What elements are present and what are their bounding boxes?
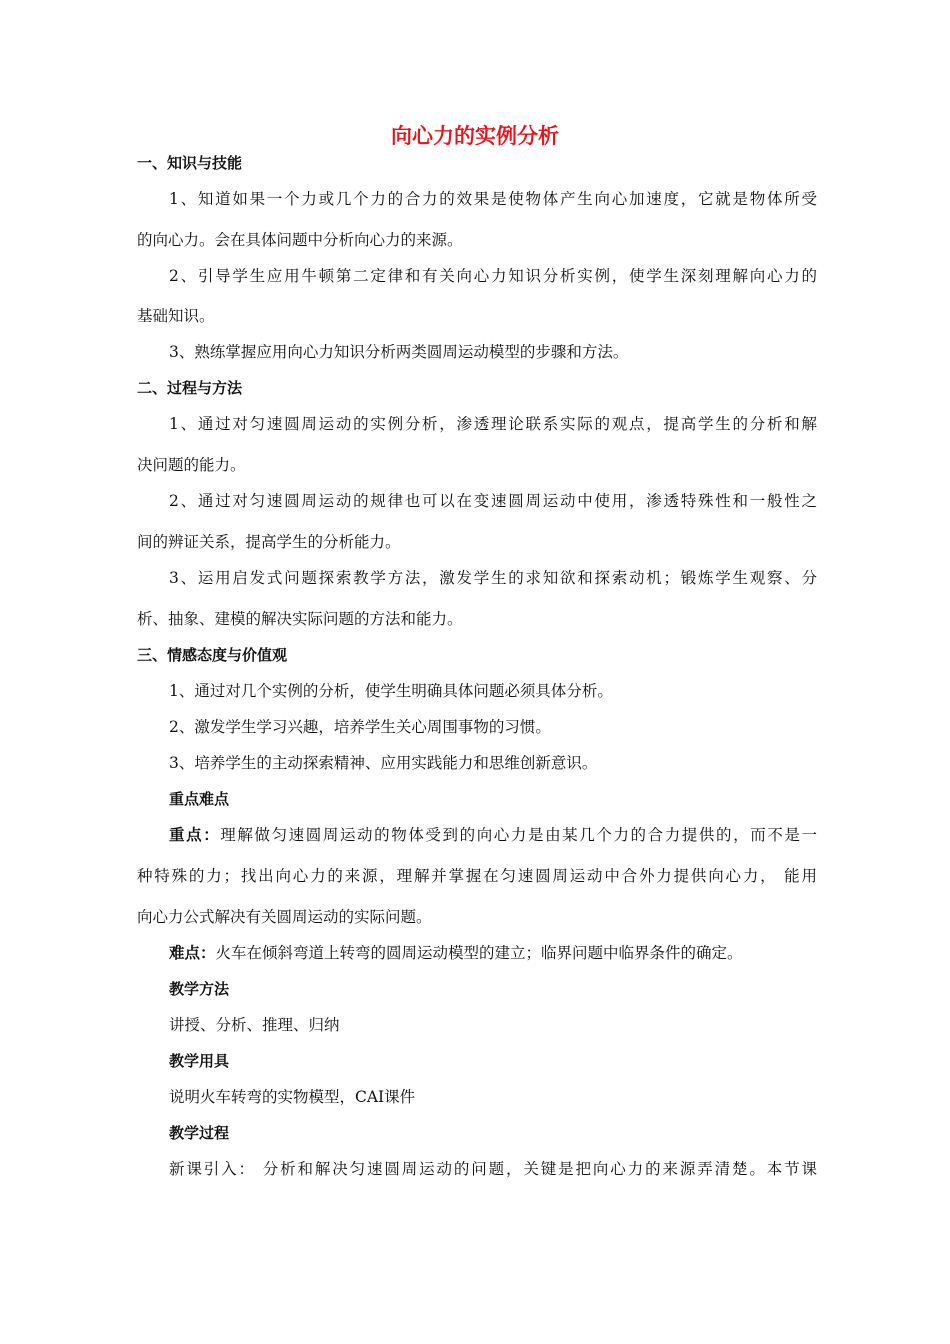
section-heading-emotion-values: 三、情感态度与价值观	[137, 646, 288, 664]
section-heading-teaching-method: 教学方法	[169, 980, 230, 998]
paragraph-line: 向心力公式解决有关圆周运动的实际问题。	[137, 908, 432, 926]
teaching-process-text: 新课引入： 分析和解决匀速圆周运动的问题，关键是把向心力的来源弄清楚。本节课	[169, 1160, 817, 1178]
paragraph-line: 1、通过对匀速圆周运动的实例分析，渗透理论联系实际的观点，提高学生的分析和解	[169, 415, 817, 433]
key-point-text: 理解做匀速圆周运动的物体受到的向心力是由某几个力的合力提供的，而不是一	[220, 826, 817, 844]
document-title: 向心力的实例分析	[391, 124, 559, 148]
difficulty-text: 火车在倾斜弯道上转弯的圆周运动模型的建立；临界问题中临界条件的确定。	[215, 944, 743, 962]
teaching-method-text: 讲授、分析、推理、归纳	[169, 1016, 340, 1034]
paragraph-line: 3、培养学生的主动探索精神、应用实践能力和思维创新意识。	[169, 754, 598, 772]
paragraph-line: 种特殊的力；找出向心力的来源，理解并掌握在匀速圆周运动中合外力提供向心力， 能用	[137, 867, 817, 885]
section-heading-teaching-tools: 教学用具	[169, 1052, 230, 1070]
section-heading-key-points: 重点难点	[169, 790, 230, 808]
section-heading-knowledge-skills: 一、知识与技能	[137, 154, 243, 172]
paragraph-line: 的向心力。会在具体问题中分析向心力的来源。	[137, 231, 463, 249]
difficulty-label: 难点：	[169, 944, 216, 962]
section-heading-process-method: 二、过程与方法	[137, 379, 243, 397]
paragraph-line: 析、抽象、建模的解决实际问题的方法和能力。	[137, 610, 463, 628]
paragraph-line: 3、熟练掌握应用向心力知识分析两类圆周运动模型的步骤和方法。	[169, 343, 629, 361]
key-point-label: 重点：	[169, 826, 221, 844]
paragraph-line: 2、激发学生学习兴趣，培养学生关心周围事物的习惯。	[169, 718, 551, 736]
teaching-tools-text: 说明火车转弯的实物模型，CAI课件	[169, 1088, 416, 1106]
paragraph-line: 基础知识。	[137, 307, 215, 325]
difficulty-line	[169, 942, 817, 964]
paragraph-line: 2、通过对匀速圆周运动的规律也可以在变速圆周运动中使用，渗透特殊性和一般性之	[169, 492, 817, 510]
paragraph-line: 2、引导学生应用牛顿第二定律和有关向心力知识分析实例，使学生深刻理解向心力的	[169, 267, 817, 285]
paragraph-line: 1、通过对几个实例的分析，使学生明确具体问题必须具体分析。	[169, 682, 613, 700]
paragraph-line: 间的辨证关系，提高学生的分析能力。	[137, 533, 401, 551]
key-point-line	[169, 824, 817, 846]
paragraph-line: 3、运用启发式问题探索教学方法，激发学生的求知欲和探索动机；锻炼学生观察、分	[169, 569, 817, 587]
paragraph-line: 决问题的能力。	[137, 456, 246, 474]
paragraph-line: 1、知道如果一个力或几个力的合力的效果是使物体产生向心加速度，它就是物体所受	[169, 190, 817, 208]
section-heading-teaching-process: 教学过程	[169, 1124, 230, 1142]
